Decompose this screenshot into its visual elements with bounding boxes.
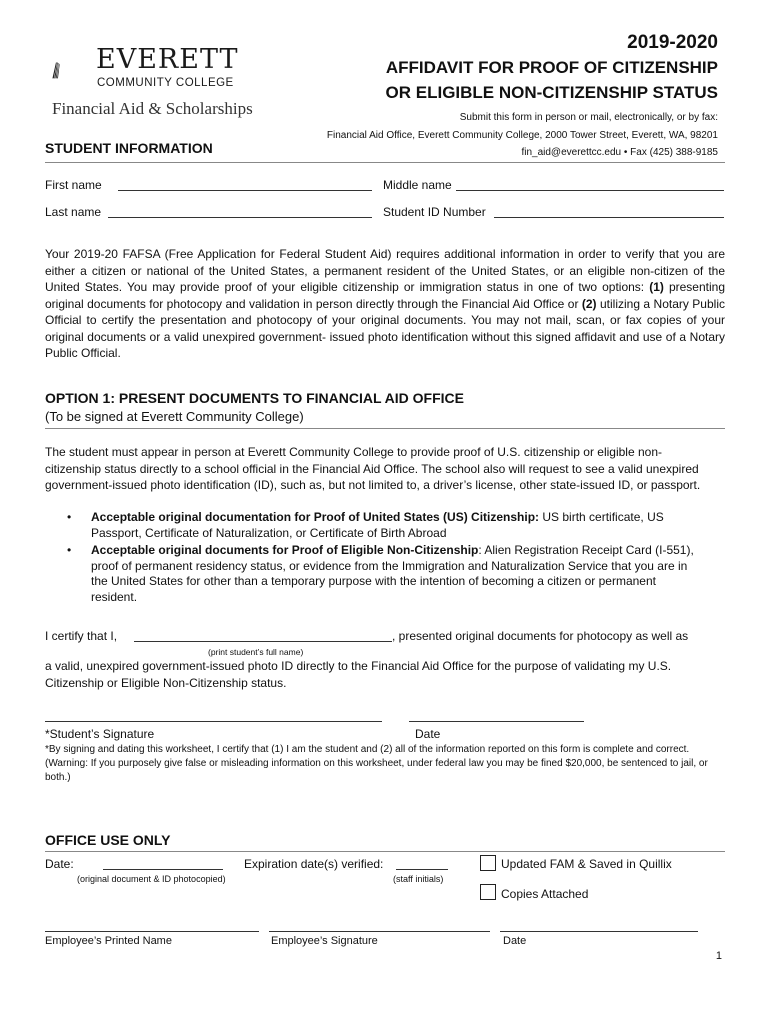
divider	[45, 851, 725, 852]
expiration-label: Expiration date(s) verified:	[244, 857, 384, 871]
copies-attached-checkbox[interactable]	[480, 884, 496, 900]
option1-subheading: (To be signed at Everett Community College)	[45, 409, 304, 424]
office-address: Financial Aid Office, Everett Community College, 2000 Tower Street, Everett, WA, 98201	[326, 130, 718, 141]
page-number: 1	[715, 950, 722, 962]
certify-prefix: I certify that I,	[45, 629, 118, 643]
student-signature-label: *Student’s Signature	[45, 727, 155, 741]
certify-suffix: , presented original documents for photocopy as well as	[392, 629, 689, 643]
form-title-line2: OR ELIGIBLE NON-CITIZENSHIP STATUS	[385, 83, 718, 102]
fam-updated-label: Updated FAM & Saved in Quillix	[501, 857, 672, 871]
copies-attached-label: Copies Attached	[501, 887, 589, 901]
student-id-label: Student ID Number	[383, 205, 486, 219]
certify-rest: a valid, unexpired government-issued photo ID directly to the Financial Aid Office for the purpose of validating my U.S. Citizenship or Eligible Non-Citizenship status.	[45, 659, 672, 690]
logo-department: Financial Aid & Scholarships	[52, 99, 253, 118]
student-date-field[interactable]	[409, 721, 584, 722]
middle-name-label: Middle name	[383, 178, 452, 192]
office-date-label: Date:	[45, 857, 74, 871]
student-id-field[interactable]	[494, 217, 724, 218]
office-date-note: (original document & ID photocopied)	[77, 874, 226, 884]
employee-signature-field[interactable]	[269, 931, 490, 932]
print-name-note: (print student’s full name)	[208, 647, 304, 657]
employee-name-field[interactable]	[45, 931, 259, 932]
intro-paragraph: Your 2019-20 FAFSA (Free Application for Federal Student Aid) requires additional information in order to verify that you are either a citizen or national of the United States, a permanent resident of the United States, or an eligible non-citizen of the United States. You may provide proof of your eligible citizenship or immigration status in one of two options: (1) presenting original documents for photocopy and validation in person directly through the Financial Aid Office or (2) utilizing a Notary Public Official to certify the presentation and photocopy of your original documents. You may not mail, scan, or fax copies of your original documents or a valid unexpired government- issued photo identification without this signed affidavit and use of a Notary Public Official.	[45, 247, 725, 360]
employee-date-label: Date	[503, 935, 527, 947]
list-item: • Acceptable original documents for Proof of Eligible Non-Citizenship: Alien Registration Receipt Card (I-551), proof of permanent residency status, or evidence from the Immigration and Naturalization Service that you are in the United States for other than a temporary purpose with the intention of becoming a citizen or permanent resident.	[45, 543, 705, 605]
first-name-label: First name	[45, 178, 102, 192]
staff-initials-note: (staff initials)	[393, 874, 444, 884]
first-name-field[interactable]	[118, 190, 372, 191]
acceptable-documents-list	[45, 510, 705, 607]
student-date-label: Date	[415, 727, 441, 741]
student-full-name-field[interactable]	[134, 641, 392, 642]
signature-disclaimer: *By signing and dating this worksheet, I certify that (1) I am the student and (2) all of the information reported on this form is complete and correct. (Warning: If you purposely give false or misleading information on this worksheet, under federal law you may be fined $20,000, be sentenced to jail, or both.)	[45, 744, 708, 783]
student-signature-field[interactable]	[45, 721, 382, 722]
divider	[45, 428, 725, 429]
logo-subtitle: COMMUNITY COLLEGE	[97, 77, 234, 89]
office-use-heading: OFFICE USE ONLY	[45, 832, 171, 848]
employee-date-field[interactable]	[500, 931, 698, 932]
list-item: • Acceptable original documentation for Proof of United States (US) Citizenship: US birth certificate, US Passport, Certificate of Naturalization, or Certificate of Birth Abroad	[45, 510, 705, 541]
submit-instructions: Submit this form in person or mail, electronically, or by fax:	[459, 112, 718, 123]
staff-initials-field[interactable]	[396, 869, 448, 870]
middle-name-field[interactable]	[456, 190, 724, 191]
last-name-field[interactable]	[108, 217, 372, 218]
office-date-field[interactable]	[103, 869, 223, 870]
option1-heading: OPTION 1: PRESENT DOCUMENTS TO FINANCIAL AID OFFICE	[45, 390, 464, 406]
office-contact: fin_aid@everettcc.edu • Fax (425) 388-9185	[521, 147, 718, 158]
divider	[45, 162, 725, 163]
logo-name: EVERETT	[96, 44, 239, 75]
option1-body: The student must appear in person at Everett Community College to provide proof of U.S. citizenship or eligible non-citizenship status directly to a school official in the Financial Aid Office. The school also will request to see a valid unexpired government-issued photo identification (ID), such as, but not limited to, a driver’s license, other state-issued ID, or passport.	[45, 445, 701, 492]
employee-signature-label: Employee’s Signature	[271, 935, 378, 947]
last-name-label: Last name	[45, 205, 102, 219]
fam-updated-checkbox[interactable]	[480, 855, 496, 871]
form-year: 2019-2020	[627, 32, 718, 53]
employee-name-label: Employee’s Printed Name	[45, 935, 172, 947]
college-logo-mark	[52, 44, 96, 96]
student-info-heading: STUDENT INFORMATION	[45, 140, 213, 156]
form-title-line1: AFFIDAVIT FOR PROOF OF CITIZENSHIP	[385, 58, 718, 77]
